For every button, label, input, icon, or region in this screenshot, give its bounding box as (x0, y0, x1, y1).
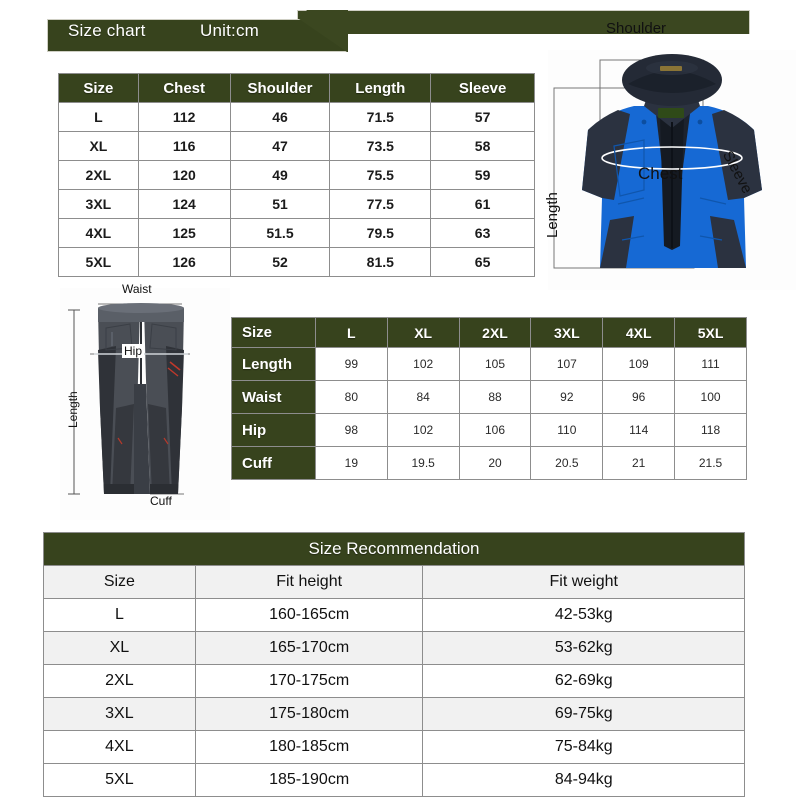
cell-length: 81.5 (330, 248, 431, 277)
jacket-label-shoulder: Shoulder (606, 20, 667, 37)
cell-size: XL (44, 632, 196, 665)
table-header-row (59, 74, 535, 103)
cell-length: 79.5 (330, 219, 431, 248)
cell-cuff-4xl: 21 (603, 447, 675, 480)
jacket-photo (544, 20, 796, 290)
pants-label-waist: Waist (122, 282, 152, 296)
cell-fit-weight: 53-62kg (423, 632, 745, 665)
cell-cuff-xl: 19.5 (387, 447, 459, 480)
cell-length-2xl: 105 (459, 348, 531, 381)
cell-length-l: 99 (315, 348, 387, 381)
table-row (232, 414, 747, 447)
jacket-label-chest: Chest (638, 164, 683, 183)
cell-fit-height: 175-180cm (195, 698, 423, 731)
jacket-label-sleeve: Sleeve (718, 148, 756, 197)
table-row (59, 248, 535, 277)
cell-chest: 124 (138, 190, 230, 219)
cell-shoulder: 51 (230, 190, 330, 219)
cell-waist-5xl: 100 (675, 381, 747, 414)
column-header-4xl: 4XL (603, 318, 675, 348)
row-header-waist: Waist (232, 381, 316, 414)
pants-label-cuff: Cuff (150, 494, 172, 508)
cell-chest: 125 (138, 219, 230, 248)
table-row (59, 161, 535, 190)
cell-size: 3XL (59, 190, 139, 219)
cell-fit-height: 185-190cm (195, 764, 423, 797)
cell-chest: 120 (138, 161, 230, 190)
cell-fit-weight: 69-75kg (423, 698, 745, 731)
cell-size: 4XL (44, 731, 196, 764)
column-header-chest: Chest (138, 74, 230, 103)
column-header-5xl: 5XL (675, 318, 747, 348)
table-header-row (232, 318, 747, 348)
column-header-shoulder: Shoulder (230, 74, 330, 103)
pants-photo (60, 282, 230, 520)
cell-fit-weight: 84-94kg (423, 764, 745, 797)
cell-shoulder: 47 (230, 132, 330, 161)
cell-fit-height: 160-165cm (195, 599, 423, 632)
recommendation-banner-row (44, 533, 745, 566)
cell-cuff-2xl: 20 (459, 447, 531, 480)
cell-size: XL (59, 132, 139, 161)
cell-hip-3xl: 110 (531, 414, 603, 447)
cell-size: 5XL (59, 248, 139, 277)
pants-size-table (231, 317, 747, 480)
table-row (59, 219, 535, 248)
cell-fit-weight: 42-53kg (423, 599, 745, 632)
pants-label-length: Length (66, 391, 80, 428)
cell-cuff-3xl: 20.5 (531, 447, 603, 480)
row-header-hip: Hip (232, 414, 316, 447)
cell-chest: 112 (138, 103, 230, 132)
cell-length-5xl: 111 (675, 348, 747, 381)
column-header-fit-weight: Fit weight (423, 566, 745, 599)
column-header-3xl: 3XL (531, 318, 603, 348)
column-header-sleeve: Sleeve (431, 74, 535, 103)
unit-label: Unit:cm (200, 21, 260, 40)
cell-size: 2XL (59, 161, 139, 190)
cell-fit-height: 170-175cm (195, 665, 423, 698)
cell-sleeve: 57 (431, 103, 535, 132)
cell-fit-weight: 62-69kg (423, 665, 745, 698)
column-header-xl: XL (387, 318, 459, 348)
table-row (44, 731, 745, 764)
row-header-length: Length (232, 348, 316, 381)
table-row (59, 190, 535, 219)
cell-waist-2xl: 88 (459, 381, 531, 414)
table-header-row (44, 566, 745, 599)
cell-cuff-l: 19 (315, 447, 387, 480)
cell-chest: 126 (138, 248, 230, 277)
cell-size: 2XL (44, 665, 196, 698)
table-row (59, 132, 535, 161)
column-header-2xl: 2XL (459, 318, 531, 348)
column-header-length: Length (330, 74, 431, 103)
cell-shoulder: 46 (230, 103, 330, 132)
cell-hip-2xl: 106 (459, 414, 531, 447)
table-row (44, 764, 745, 797)
cell-sleeve: 65 (431, 248, 535, 277)
cell-length-4xl: 109 (603, 348, 675, 381)
table-row (44, 632, 745, 665)
jacket-label-length: Length (544, 192, 561, 238)
column-header-fit-height: Fit height (195, 566, 423, 599)
cell-sleeve: 59 (431, 161, 535, 190)
cell-shoulder: 49 (230, 161, 330, 190)
cell-size: 3XL (44, 698, 196, 731)
cell-length: 73.5 (330, 132, 431, 161)
table-row (232, 447, 747, 480)
cell-size: 5XL (44, 764, 196, 797)
table-row (44, 698, 745, 731)
row-header-cuff: Cuff (232, 447, 316, 480)
pants-illustration (60, 288, 230, 520)
cell-hip-5xl: 118 (675, 414, 747, 447)
cell-length-xl: 102 (387, 348, 459, 381)
cell-cuff-5xl: 21.5 (675, 447, 747, 480)
cell-waist-xl: 84 (387, 381, 459, 414)
cell-shoulder: 52 (230, 248, 330, 277)
table-row (44, 599, 745, 632)
cell-waist-l: 80 (315, 381, 387, 414)
column-header-size: Size (59, 74, 139, 103)
cell-length: 71.5 (330, 103, 431, 132)
cell-shoulder: 51.5 (230, 219, 330, 248)
size-recommendation-table (43, 532, 745, 797)
column-header-size: Size (44, 566, 196, 599)
column-header-size: Size (232, 318, 316, 348)
cell-length-3xl: 107 (531, 348, 603, 381)
cell-hip-l: 98 (315, 414, 387, 447)
cell-length: 77.5 (330, 190, 431, 219)
recommendation-banner-title: Size Recommendation (44, 533, 745, 566)
jacket-size-table (58, 73, 535, 277)
cell-fit-height: 180-185cm (195, 731, 423, 764)
table-row (232, 348, 747, 381)
pants-label-hip: Hip (124, 344, 143, 358)
cell-size: L (59, 103, 139, 132)
table-row (44, 665, 745, 698)
cell-sleeve: 63 (431, 219, 535, 248)
banner-upper-bar (297, 10, 750, 34)
table-row (232, 381, 747, 414)
cell-sleeve: 61 (431, 190, 535, 219)
cell-fit-weight: 75-84kg (423, 731, 745, 764)
cell-sleeve: 58 (431, 132, 535, 161)
cell-fit-height: 165-170cm (195, 632, 423, 665)
cell-size: 4XL (59, 219, 139, 248)
cell-length: 75.5 (330, 161, 431, 190)
cell-hip-xl: 102 (387, 414, 459, 447)
cell-waist-3xl: 92 (531, 381, 603, 414)
cell-chest: 116 (138, 132, 230, 161)
table-row (59, 103, 535, 132)
cell-size: L (44, 599, 196, 632)
page-title: Size chart (68, 21, 146, 40)
column-header-l: L (315, 318, 387, 348)
cell-hip-4xl: 114 (603, 414, 675, 447)
cell-waist-4xl: 96 (603, 381, 675, 414)
